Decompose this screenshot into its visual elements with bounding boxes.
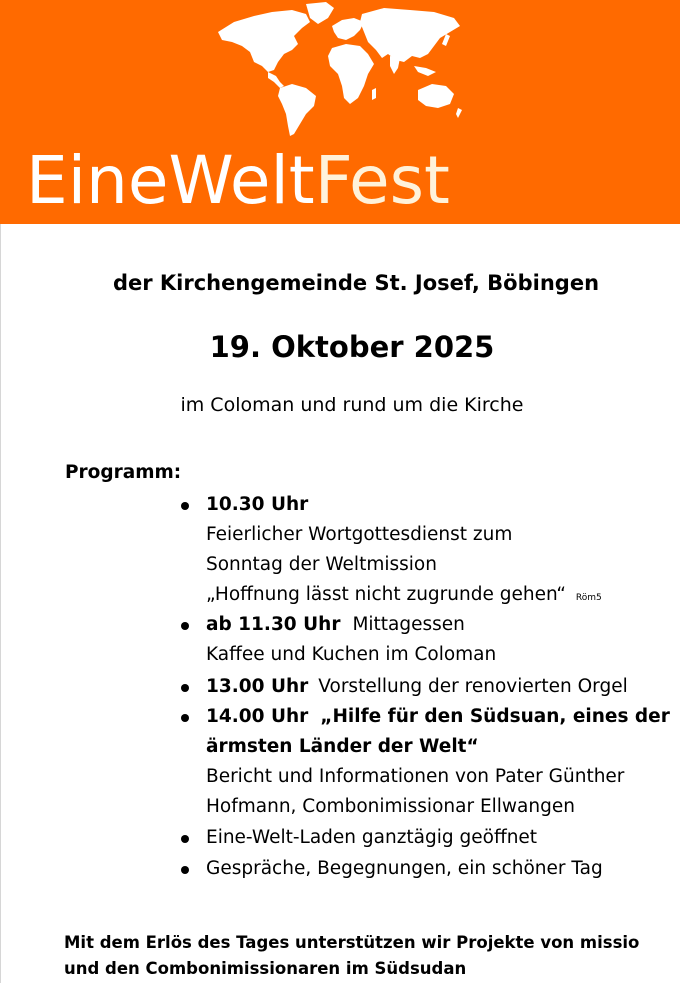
item6-text: Gespräche, Begegnungen, ein schöner Tag — [206, 858, 603, 879]
item4-title-line1: „Hilfe für den Südsuan, eines der — [320, 706, 670, 727]
item4-time: 14.00 Uhr — [206, 706, 309, 727]
item3-time: 13.00 Uhr — [206, 676, 309, 697]
bullet-icon — [181, 684, 189, 692]
item1-time: 10.30 Uhr — [206, 494, 309, 515]
footer-line2: und den Combonimissionaren im Südsudan — [64, 959, 467, 978]
item2-time: ab 11.30 Uhr — [206, 614, 341, 635]
page-edge-divider — [0, 224, 1, 983]
world-map-icon — [214, 2, 464, 138]
event-date: 19. Oktober 2025 — [209, 330, 495, 364]
item4-title-line2: ärmsten Länder der Welt“ — [206, 736, 479, 757]
bullet-icon — [181, 714, 189, 722]
bullet-icon — [181, 866, 189, 874]
item1-bible-ref: Röm5 — [575, 593, 602, 603]
item4-line4: Hofmann, Combonimissionar Ellwangen — [206, 796, 575, 817]
item1-line1: Feierlicher Wortgottesdienst zum — [206, 524, 513, 545]
event-location: im Coloman und rund um die Kirche — [180, 394, 524, 416]
footer-line1: Mit dem Erlös des Tages unterstützen wir Projekte von missio — [64, 933, 640, 952]
item4-line1 — [206, 702, 670, 732]
host-line: der Kirchengemeinde St. Josef, Böbingen — [112, 271, 600, 295]
title-part-fest: Fest — [314, 142, 450, 219]
title-part-eine-welt: EineWelt — [26, 142, 315, 219]
header-banner — [0, 0, 680, 224]
item2-line1 — [206, 610, 465, 640]
item3-text: Vorstellung der renovierten Orgel — [318, 676, 628, 697]
program-heading: Programm: — [65, 462, 182, 483]
item5-text: Eine-Welt-Laden ganztägig geöffnet — [206, 827, 538, 848]
bullet-icon — [181, 835, 189, 843]
event-title — [26, 138, 450, 224]
item4-line3: Bericht und Informationen von Pater Günther — [206, 766, 625, 787]
bullet-icon — [181, 502, 189, 510]
item1-quote: „Hoffnung lässt nicht zugrunde gehen“ — [206, 584, 566, 605]
item1-line2: Sonntag der Weltmission — [206, 554, 437, 575]
bullet-icon — [181, 622, 189, 630]
item1-quote-line — [206, 580, 602, 613]
item2-line2: Kaffee und Kuchen im Coloman — [206, 644, 497, 665]
item2-text: Mittagessen — [352, 614, 465, 635]
item3-line — [206, 672, 628, 702]
